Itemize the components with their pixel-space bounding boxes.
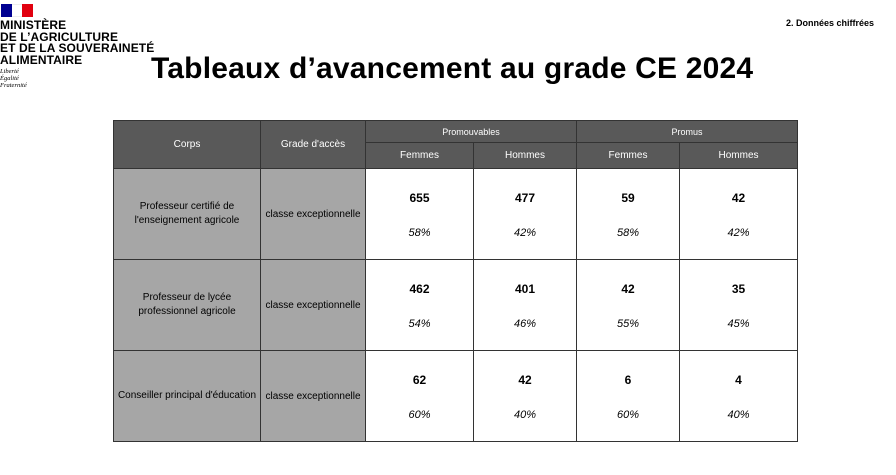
percent: 42% xyxy=(513,227,537,239)
table-row xyxy=(114,351,798,442)
header-grade: Grade d'accès xyxy=(261,121,366,169)
header-promus-hommes: Hommes xyxy=(680,143,798,169)
value-cell xyxy=(680,169,798,260)
count: 59 xyxy=(621,191,635,205)
corps-cell: Conseiller principal d'éducation xyxy=(114,351,261,442)
ministry-line: DE L’AGRICULTURE xyxy=(0,29,119,44)
grade-cell: classe exceptionnelle xyxy=(261,169,366,260)
percent: 60% xyxy=(616,409,640,421)
table-row xyxy=(114,260,798,351)
motto-line: Fraternité xyxy=(0,82,27,89)
header-promouvables-hommes: Hommes xyxy=(474,143,577,169)
french-flag-icon xyxy=(1,4,33,17)
value-cell xyxy=(680,260,798,351)
count: 6 xyxy=(624,373,632,387)
value-cell xyxy=(680,351,798,442)
count: 655 xyxy=(409,191,430,205)
percent: 60% xyxy=(408,409,431,421)
value-cell xyxy=(577,169,680,260)
count: 4 xyxy=(735,373,742,387)
corps-cell: Professeur de lycée professionnel agricole xyxy=(114,260,261,351)
count: 42 xyxy=(518,373,532,387)
value-cell xyxy=(366,260,474,351)
percent: 54% xyxy=(408,318,431,330)
count: 462 xyxy=(409,282,430,296)
motto-line: Liberté xyxy=(0,68,19,75)
header-promouvables-femmes: Femmes xyxy=(366,143,474,169)
ministry-line: ET DE LA SOUVERAINETÉ xyxy=(0,41,155,55)
value-cell xyxy=(366,351,474,442)
ministry-line: MINISTÈRE xyxy=(0,18,67,32)
header-corps: Corps xyxy=(114,121,261,169)
count: 42 xyxy=(621,282,635,296)
value-cell xyxy=(474,260,577,351)
table-row xyxy=(114,169,798,260)
count: 42 xyxy=(731,191,746,205)
count: 401 xyxy=(514,282,536,296)
percent: 42% xyxy=(727,227,750,239)
value-cell xyxy=(366,169,474,260)
count: 62 xyxy=(412,373,427,387)
value-cell xyxy=(577,260,680,351)
grade-cell: classe exceptionnelle xyxy=(261,260,366,351)
value-cell xyxy=(577,351,680,442)
motto-line: Égalité xyxy=(0,75,19,82)
header-promus-femmes: Femmes xyxy=(577,143,680,169)
ministry-line: ALIMENTAIRE xyxy=(0,52,83,67)
header-promouvables: Promouvables xyxy=(366,121,577,143)
section-label: 2. Données chiffrées xyxy=(785,18,874,28)
ministry-logo xyxy=(0,4,160,89)
value-cell xyxy=(474,169,577,260)
percent: 58% xyxy=(616,227,640,239)
value-cell xyxy=(474,351,577,442)
advancement-table xyxy=(113,120,798,442)
motto xyxy=(0,68,160,89)
page-title: Tableaux d’avancement au grade CE 2024 xyxy=(151,52,754,85)
percent: 40% xyxy=(513,409,537,421)
percent: 40% xyxy=(727,409,750,421)
header-promus: Promus xyxy=(577,121,798,143)
corps-cell: Professeur certifié de l'enseignement agricole xyxy=(114,169,261,260)
ministry-name xyxy=(0,20,160,66)
count: 477 xyxy=(514,191,536,205)
percent: 55% xyxy=(616,318,640,330)
grade-cell: classe exceptionnelle xyxy=(261,351,366,442)
count: 35 xyxy=(731,282,746,296)
percent: 58% xyxy=(408,227,431,239)
percent: 45% xyxy=(727,318,750,330)
percent: 46% xyxy=(513,318,537,330)
